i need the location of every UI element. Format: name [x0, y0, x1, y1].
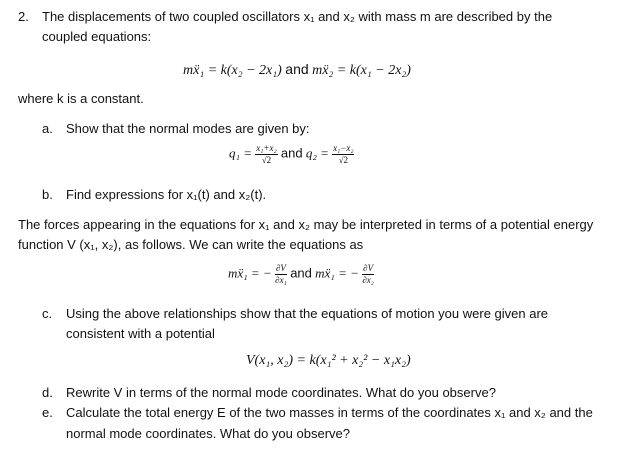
q2-denominator: √2 — [338, 155, 349, 165]
part-b-label: b. — [42, 187, 53, 202]
force-eq-right-lhs: mẍ₁ = − — [315, 265, 359, 281]
coupled-equations — [183, 61, 411, 79]
forces-line2: function V (x₁, x₂), as follows. We can write the equations as — [18, 237, 364, 252]
question-intro-line1: The displacements of two coupled oscillators x₁ and x₂ with mass m are described by the — [42, 9, 553, 24]
q2-fraction — [332, 144, 354, 165]
potential-equation: V(x₁, x₂) = k(x₁² + x₂² − x₁x₂) — [246, 353, 411, 368]
part-d-label: d. — [42, 385, 53, 400]
part-e-label: e. — [42, 405, 53, 420]
equation-2: mẍ₂ = k(x₁ − 2x₂) — [312, 63, 411, 78]
force-eq-left-numerator: ∂V — [275, 263, 286, 273]
normal-modes-equation — [229, 144, 354, 165]
part-a-text: Show that the normal modes are given by: — [66, 121, 310, 136]
normal-modes-and: and — [280, 145, 303, 161]
part-d-text: Rewrite V in terms of the normal mode coordinates. What do you observe? — [66, 385, 496, 400]
part-b-text: Find expressions for x₁(t) and x₂(t). — [66, 187, 267, 202]
part-a-label: a. — [42, 121, 53, 136]
equation-1: mẍ₁ = k(x₂ − 2x₁) — [183, 63, 282, 78]
q1-lhs: q₁ = — [229, 145, 253, 161]
where-k-constant: where k is a constant. — [18, 91, 144, 106]
part-c-line2: consistent with a potential — [66, 326, 215, 341]
force-eq-left-lhs: mẍ₁ = − — [228, 265, 272, 281]
part-c-line1: Using the above relationships show that the equations of motion you were given are — [66, 306, 549, 321]
q2-numerator: x₁−x₂ — [333, 143, 354, 153]
force-eq-left-fraction — [275, 264, 287, 285]
forces-line1: The forces appearing in the equations for x₁ and x₂ may be interpreted in terms of a potential energy — [18, 217, 594, 232]
force-eq-and: and — [290, 265, 312, 281]
q1-fraction — [255, 144, 277, 165]
force-eq-right-denominator: ∂x₂ — [362, 275, 374, 285]
q2-lhs: q₂ = — [305, 145, 329, 161]
part-c-label: c. — [42, 306, 53, 321]
q1-numerator: x₁+x₂ — [256, 143, 277, 153]
question-number: 2. — [18, 9, 29, 24]
force-eq-right-numerator: ∂V — [363, 263, 374, 273]
force-eq-left-denominator: ∂x₁ — [275, 275, 287, 285]
force-eq-right-fraction — [362, 264, 374, 285]
equation-and: and — [285, 61, 309, 77]
question-intro-line2: coupled equations: — [42, 29, 152, 44]
potential-force-equations — [228, 264, 374, 285]
q1-denominator: √2 — [261, 155, 272, 165]
part-e-line1: Calculate the total energy E of the two masses in terms of the coordinates x₁ and x₂ and the — [66, 405, 593, 420]
part-e-line2: normal mode coordinates. What do you observe? — [66, 426, 350, 441]
